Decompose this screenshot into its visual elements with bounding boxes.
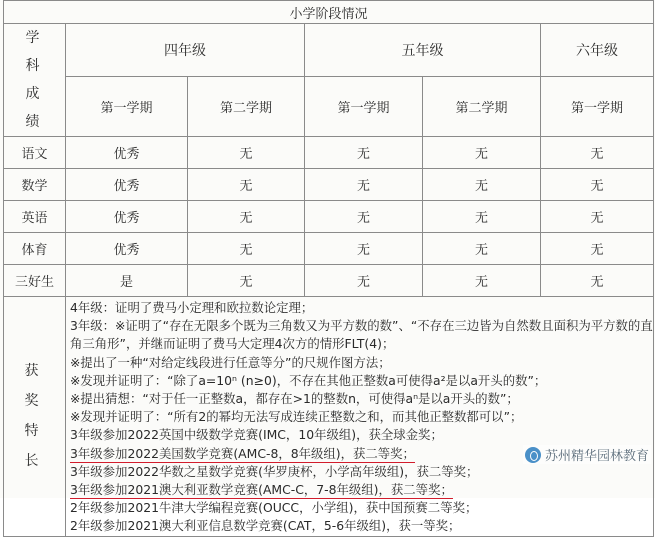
award-line: 4年级：证明了费马小定理和欧拉数论定理； — [70, 300, 314, 315]
score-cell: 无 — [188, 233, 305, 265]
score-cell: 无 — [188, 265, 305, 297]
term-header: 第二学期 — [423, 76, 541, 136]
award-line-highlighted: 3年级参加2022美国数学竞赛(AMC-8，8年级组)，获二等奖； — [70, 445, 415, 461]
awards-label-bottom: 特 长 — [24, 423, 55, 470]
watermark — [523, 445, 651, 464]
table-row — [4, 137, 654, 169]
score-cell: 无 — [541, 265, 654, 297]
table-row — [4, 169, 654, 201]
award-line: 2年级参加2021牛津大学编程竞赛(OUCC，小学组)，获中国预赛二等奖； — [70, 500, 478, 516]
score-cell: 无 — [305, 137, 423, 169]
awards-content — [66, 297, 654, 537]
corner-subject-label: 学 科 — [25, 30, 54, 74]
score-cell: 无 — [423, 233, 541, 265]
score-cell: 无 — [305, 201, 423, 233]
grade-header-6: 六年级 — [541, 24, 654, 77]
score-cell: 优秀 — [66, 137, 188, 169]
term-header: 第一学期 — [66, 76, 188, 136]
table-row — [4, 201, 654, 233]
score-cell: 无 — [541, 137, 654, 169]
score-cell: 无 — [188, 169, 305, 201]
award-line: ※发现并证明了：“除了a=10ⁿ (n≥0)，不存在其他正整数a可使得a²是以a开头的数”； — [70, 372, 547, 388]
term-header: 第一学期 — [541, 76, 654, 136]
subject-cell: 三好生 — [4, 265, 66, 297]
subject-cell: 英语 — [4, 201, 66, 233]
term-header: 第二学期 — [188, 76, 305, 136]
wechat-channel-icon — [525, 447, 541, 463]
awards-label-top: 获 奖 — [24, 363, 55, 410]
award-line-highlighted: 3年级参加2021澳大利亚数学竞赛(AMC-C，7-8年级组)，获二等奖； — [70, 482, 453, 498]
score-cell: 是 — [66, 265, 188, 297]
table-title: 小学阶段情况 — [4, 1, 654, 24]
grade-header-5: 五年级 — [305, 24, 541, 77]
award-line: 2年级参加2021澳大利亚信息数学竞赛(CAT，5-6年级组)，获一等奖； — [70, 518, 461, 534]
score-cell: 优秀 — [66, 201, 188, 233]
award-line: 3年级参加2022华数之星数学竞赛(华罗庚杯，小学高年级组)，获二等奖； — [70, 463, 479, 479]
watermark-text: 苏州精华园林教育 — [544, 449, 649, 464]
score-cell: 优秀 — [66, 169, 188, 201]
score-cell: 无 — [541, 233, 654, 265]
subject-cell: 数学 — [4, 169, 66, 201]
table-row — [4, 265, 654, 297]
subject-cell: 体育 — [4, 233, 66, 265]
score-cell: 无 — [188, 201, 305, 233]
score-cell: 优秀 — [66, 233, 188, 265]
awards-label — [4, 297, 66, 537]
table-row — [4, 233, 654, 265]
score-cell: 无 — [541, 201, 654, 233]
corner-score-label: 成 绩 — [25, 86, 54, 130]
score-cell: 无 — [423, 265, 541, 297]
score-cell: 无 — [423, 137, 541, 169]
award-line: 3年级：※证明了“存在无限多个既为三角数又为平方数的数”、“不存在三边皆为自然数且面积为平方数的直角三角形”，并继而证明了费马大定理4次方的情形FLT(4)； — [70, 318, 653, 352]
award-line: ※提出猜想：“对于任一正整数a，都存在>1的整数n，可使得aⁿ是以a开头的数”； — [70, 391, 519, 407]
subject-cell: 语文 — [4, 137, 66, 169]
grade-header-4: 四年级 — [66, 24, 305, 77]
score-cell: 无 — [423, 169, 541, 201]
score-cell: 无 — [188, 137, 305, 169]
score-cell: 无 — [423, 201, 541, 233]
award-line: 3年级参加2022英国中级数学竞赛(IMC，10年级组)，获全球金奖； — [70, 427, 443, 443]
score-cell: 无 — [305, 233, 423, 265]
corner-header — [4, 24, 66, 137]
score-cell: 无 — [305, 169, 423, 201]
score-cell: 无 — [541, 169, 654, 201]
award-line: ※提出了一种“对给定线段进行任意等分”的尺规作图方法； — [70, 354, 391, 370]
score-cell: 无 — [305, 265, 423, 297]
term-header: 第一学期 — [305, 76, 423, 136]
award-line: ※发现并证明了：“所有2的幂均无法写成连续正整数之和，而其他正整数都可以”； — [70, 409, 523, 425]
